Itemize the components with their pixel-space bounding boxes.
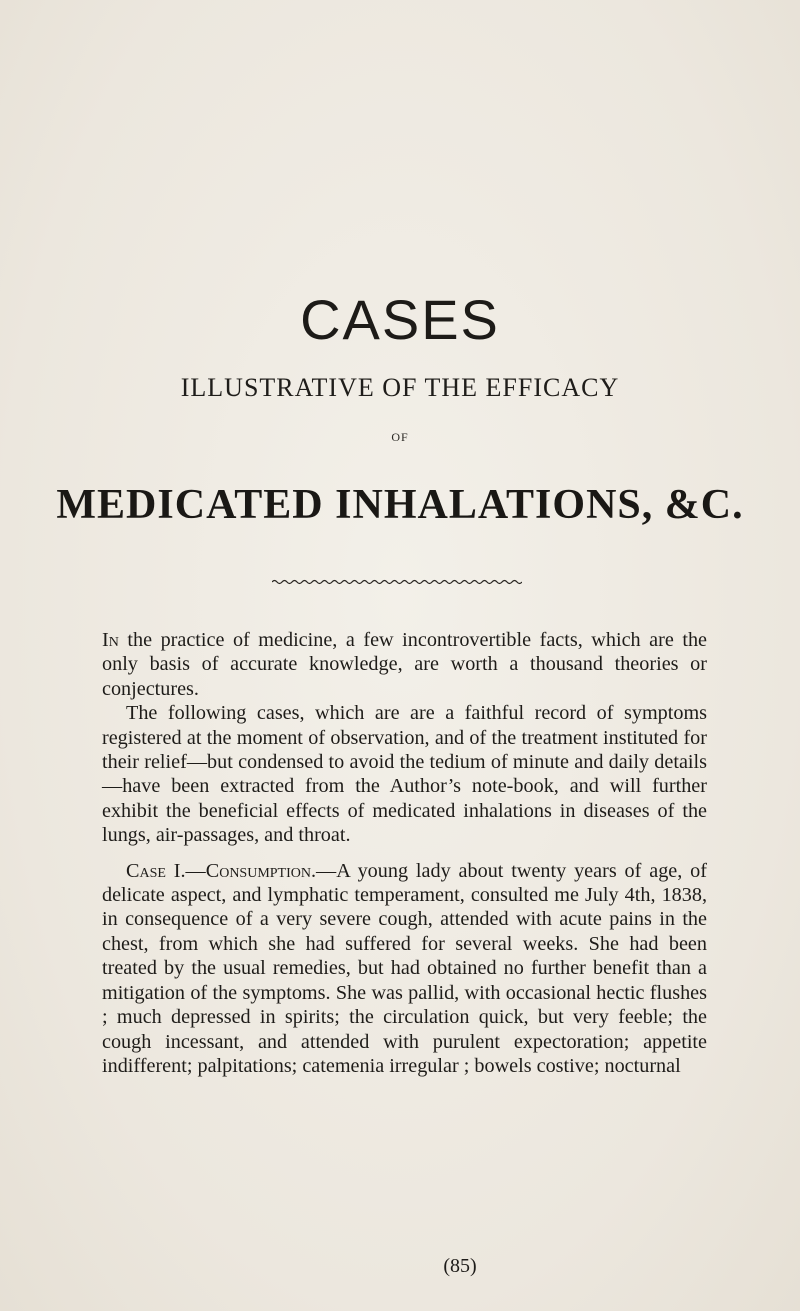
wavy-rule-ornament — [272, 578, 522, 586]
body-text — [102, 628, 707, 1078]
title-connector: OF — [391, 430, 409, 444]
paragraph-text: the practice of medicine, a few incontrovertible facts, which are the only basis of accurate knowledge, are worth a thousand theories or conjectures. — [102, 629, 707, 700]
intro-paragraph — [102, 628, 707, 701]
drop-lead: In — [102, 629, 119, 651]
cases-paragraph — [102, 701, 707, 847]
page-subtitle: ILLUSTRATIVE OF THE EFFICACY — [180, 373, 620, 402]
page-title: CASES — [300, 288, 500, 351]
case-heading: Case I.—Consumption. — [126, 859, 317, 882]
title-topic: MEDICATED INHALATIONS, &C. — [56, 482, 744, 528]
page-number: (85) — [443, 1255, 477, 1277]
case-paragraph — [102, 859, 707, 1079]
paragraph-text: —A young lady about twenty years of age, of delicate aspect, and lymphatic temperament, consulted me July 4th, 1838, in consequence of a very severe cough, attended with acute pains in the chest, from which she had suffered for several weeks. She had been treated by the usual remedies, but had obtained no further benefit than a mitigation of the symptoms. She was pallid, with occasional hectic flushes ; much depressed in spirits; the circulation quick, but very feeble; the cough incessant, and attended with purulent expectoration; appetite indifferent; palpitations; catemenia irregular ; bowels costive; nocturnal — [102, 859, 707, 1077]
paragraph-text: The following cases, which are are a faithful record of symptoms registered at the moment of observation, and of the treatment instituted for their relief—but condensed to avoid the tedium of minute and daily details—have been extracted from the Author’s note-book, and will further exhibit the beneficial effects of medicated inhalations in diseases of the lungs, air-passages, and throat. — [102, 702, 707, 847]
